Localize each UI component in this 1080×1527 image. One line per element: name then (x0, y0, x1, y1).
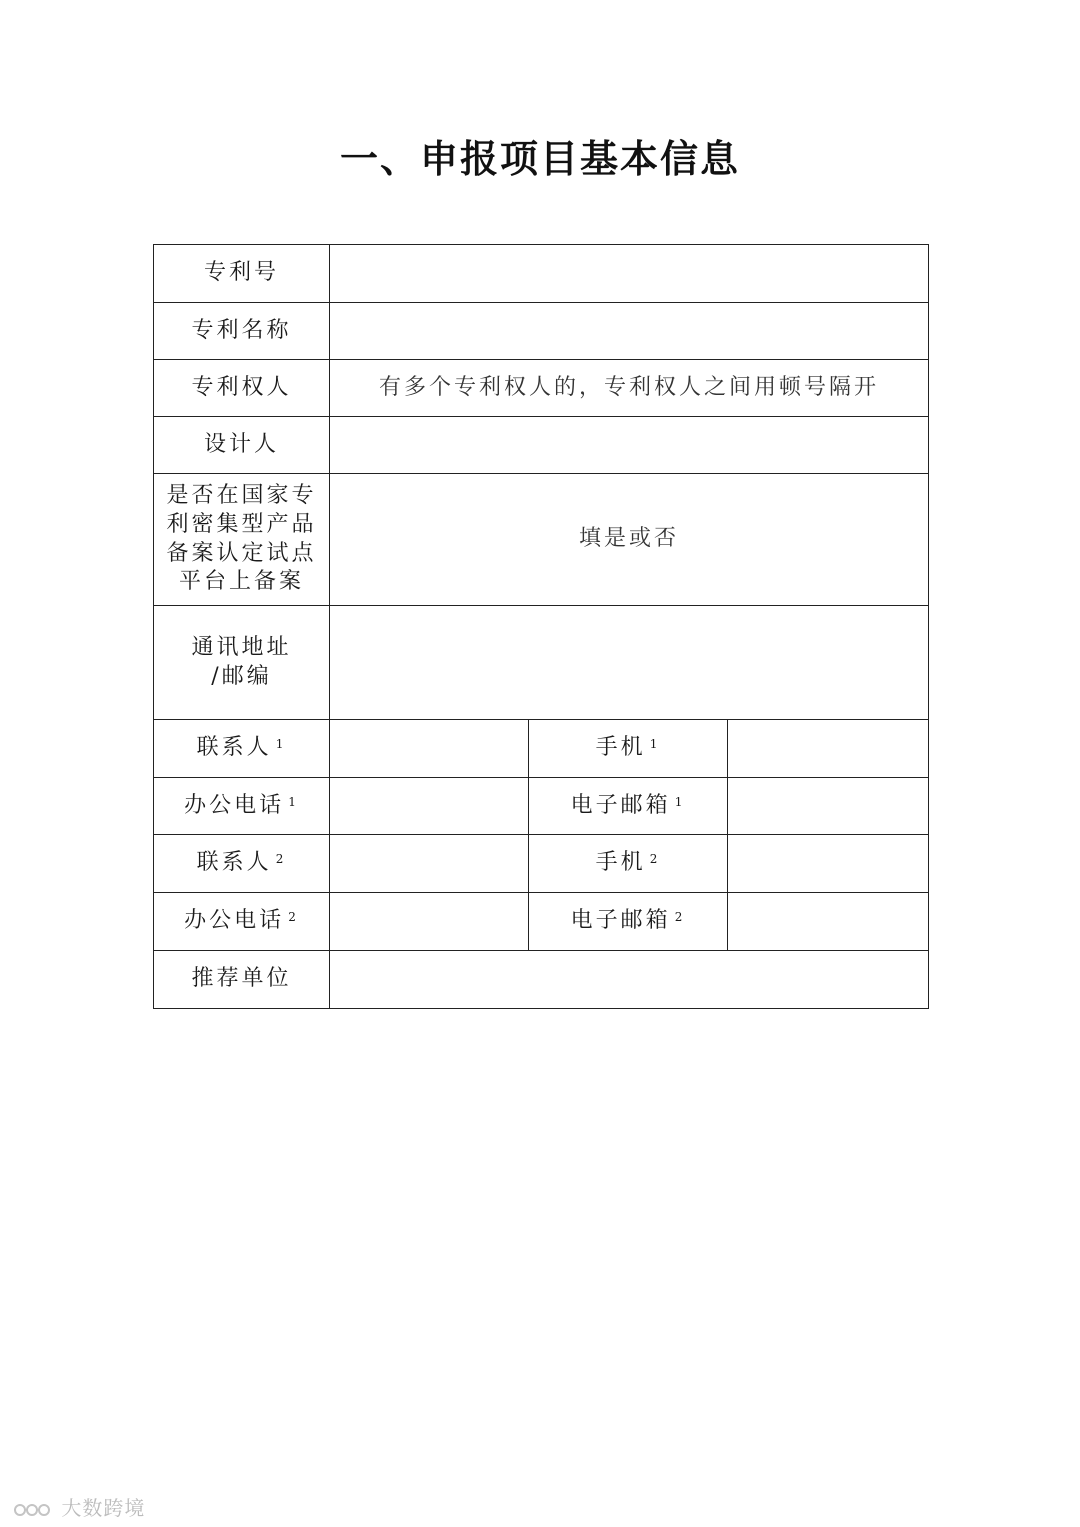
row-recommender (154, 951, 929, 1009)
office-phone-label: 办公电话 $^2$ (154, 893, 330, 951)
email-field[interactable] (728, 893, 929, 951)
page-title: 一、申报项目基本信息 (339, 137, 740, 181)
contact-label: 联系人 $^1$ (154, 720, 330, 778)
patentee-field[interactable]: 有多个专利权人的，专利权人之间用顿号隔开 (330, 360, 929, 417)
office-phone-field[interactable] (330, 893, 529, 951)
filing-status-label: 是否在国家专利密集型产品备案认定试点平台上备案 (154, 474, 330, 606)
address-label-line1: 通讯地址 (191, 634, 292, 660)
email-field[interactable] (728, 778, 929, 835)
row-filing-status (154, 474, 929, 606)
filing-status-field[interactable]: 填是或否 (330, 474, 929, 606)
recommender-field[interactable] (330, 951, 929, 1009)
mobile-label: 手机 $^1$ (529, 720, 728, 778)
watermark-text: 大数跨境 (61, 1496, 146, 1520)
row-patent-no (154, 245, 929, 303)
patent-no-field[interactable] (330, 245, 929, 303)
address-field[interactable] (330, 606, 929, 720)
row-address (154, 606, 929, 720)
application-info-table (153, 244, 929, 1009)
ipo-logo-icon (14, 1499, 50, 1521)
email-label: 电子邮箱 $^1$ (529, 778, 728, 835)
patent-no-label: 专利号 (154, 245, 330, 303)
patentee-label: 专利权人 (154, 360, 330, 417)
row-office-phone-2 (154, 893, 929, 951)
row-office-phone-1 (154, 778, 929, 835)
office-phone-label: 办公电话 $^1$ (154, 778, 330, 835)
designer-label: 设计人 (154, 417, 330, 474)
contact-label: 联系人 $^2$ (154, 835, 330, 893)
office-phone-field[interactable] (330, 778, 529, 835)
mobile-field[interactable] (728, 720, 929, 778)
recommender-label: 推荐单位 (154, 951, 330, 1009)
patent-name-field[interactable] (330, 303, 929, 360)
designer-field[interactable] (330, 417, 929, 474)
address-label (154, 606, 330, 720)
email-label: 电子邮箱 $^2$ (529, 893, 728, 951)
watermark (14, 1492, 145, 1521)
contact-field[interactable] (330, 835, 529, 893)
row-contact-2 (154, 835, 929, 893)
patent-name-label: 专利名称 (154, 303, 330, 360)
row-designer (154, 417, 929, 474)
row-patentee (154, 360, 929, 417)
mobile-label: 手机 $^2$ (529, 835, 728, 893)
row-patent-name (154, 303, 929, 360)
contact-field[interactable] (330, 720, 529, 778)
row-contact-1 (154, 720, 929, 778)
mobile-field[interactable] (728, 835, 929, 893)
address-label-line2: /邮编 (211, 663, 272, 689)
